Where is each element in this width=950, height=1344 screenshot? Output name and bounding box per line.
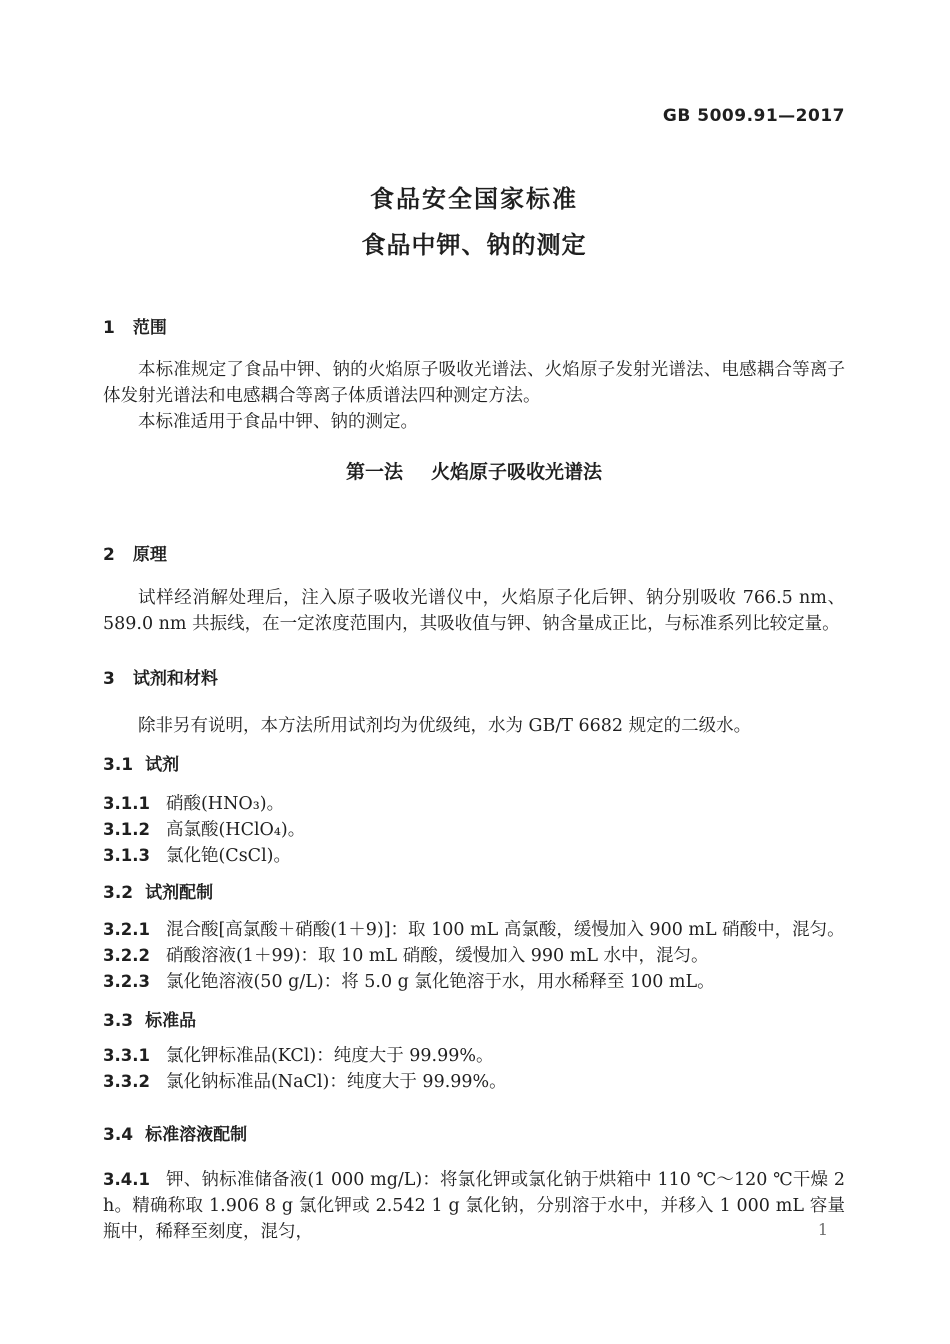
section-3-heading (103, 667, 845, 691)
list-item (103, 1043, 845, 1069)
section-2-number: 2 (103, 545, 115, 565)
scope-paragraph-1: 本标准规定了食品中钾、钠的火焰原子吸收光谱法、火焰原子发射光谱法、电感耦合等离子体发射光谱法和电感耦合等离子体质谱法四种测定方法。 (103, 360, 845, 406)
scope-paragraph-2: 本标准适用于食品中钾、钠的测定。 (138, 412, 418, 432)
item-number: 3.1.3 (103, 846, 150, 865)
item-text: 硝酸(HNO₃)。 (165, 794, 285, 814)
list-item (103, 1069, 845, 1095)
item-text: 氯化铯(CsCl)。 (165, 846, 291, 866)
list-item (103, 969, 845, 995)
section-2-title: 原理 (132, 545, 167, 565)
section-3-4-title: 标准溶液配制 (145, 1125, 248, 1145)
item-number: 3.4.1 (103, 1170, 150, 1189)
standard-code: GB 5009.91—2017 (662, 106, 845, 126)
section-1-heading (103, 316, 845, 340)
item-number: 3.2.1 (103, 920, 150, 939)
section-3-2-title: 试剂配制 (145, 883, 214, 903)
item-text: 硝酸溶液(1＋99)：取 10 mL 硝酸，缓慢加入 990 mL 水中，混匀。 (165, 946, 709, 966)
item-text: 氯化钾标准品(KCl)：纯度大于 99.99%。 (165, 1046, 494, 1066)
list-item (103, 917, 845, 943)
reagents-intro-paragraph: 除非另有说明，本方法所用试剂均为优级纯，水为 GB/T 6682 规定的二级水。 (138, 716, 752, 736)
section-3-4-heading (103, 1123, 845, 1147)
item-number: 3.2.3 (103, 972, 150, 991)
item-number: 3.3.1 (103, 1046, 150, 1065)
item-text: 混合酸[高氯酸＋硝酸(1＋9)]：取 100 mL 高氯酸，缓慢加入 900 mL 硝酸中，混匀。 (165, 920, 845, 940)
item-text: 钾、钠标准储备液(1 000 mg/L)：将氯化钾或氯化钠于烘箱中 110 ℃～120 ℃干燥 2 h。精确称取 1.906 8 g 氯化钾或 2.542 1 g 氯化钠，分别溶于水中，并移入 1 000 mL 容量瓶中，稀释至刻度，混匀， (103, 1170, 845, 1242)
list-item (103, 843, 845, 869)
section-3-1-number: 3.1 (103, 755, 134, 775)
page-number: 1 (817, 1220, 828, 1239)
section-3-title: 试剂和材料 (132, 669, 218, 689)
principle-paragraph: 试样经消解处理后，注入原子吸收光谱仪中，火焰原子化后钾、钠分别吸收 766.5 nm、589.0 nm 共振线，在一定浓度范围内，其吸收值与钾、钠含量成正比，与标准系列比较定量。 (103, 588, 845, 634)
list-item (103, 817, 845, 843)
item-text: 氯化钠标准品(NaCl)：纯度大于 99.99%。 (165, 1072, 507, 1092)
section-1-number: 1 (103, 318, 115, 338)
section-3-2-number: 3.2 (103, 883, 134, 903)
method-1-name: 火焰原子吸收光谱法 (431, 461, 603, 483)
reagent-list (103, 791, 845, 869)
section-3-number: 3 (103, 669, 115, 689)
item-number: 3.1.1 (103, 794, 150, 813)
section-1-title: 范围 (132, 318, 167, 338)
reagent-preparation-list (103, 917, 845, 995)
item-number: 3.2.2 (103, 946, 150, 965)
list-item (103, 943, 845, 969)
section-3-3-heading (103, 1009, 845, 1033)
doc-title-line-1: 食品安全国家标准 (370, 185, 578, 213)
item-text: 氯化铯溶液(50 g/L)：将 5.0 g 氯化铯溶于水，用水稀释至 100 mL。 (165, 972, 715, 992)
item-text: 高氯酸(HClO₄)。 (165, 820, 306, 840)
method-1-heading (103, 459, 845, 485)
list-item (103, 1167, 845, 1245)
section-3-2-heading (103, 881, 845, 905)
method-1-label: 第一法 (345, 461, 403, 483)
section-3-4-number: 3.4 (103, 1125, 134, 1145)
list-item (103, 791, 845, 817)
section-3-3-number: 3.3 (103, 1011, 134, 1031)
item-number: 3.3.2 (103, 1072, 150, 1091)
standard-substance-list (103, 1043, 845, 1095)
section-3-1-title: 试剂 (145, 755, 180, 775)
section-3-1-heading (103, 753, 845, 777)
doc-title-line-2: 食品中钾、钠的测定 (361, 231, 587, 259)
item-number: 3.1.2 (103, 820, 150, 839)
standard-solution-list (103, 1167, 845, 1245)
section-3-3-title: 标准品 (145, 1011, 197, 1031)
section-2-heading (103, 543, 845, 567)
